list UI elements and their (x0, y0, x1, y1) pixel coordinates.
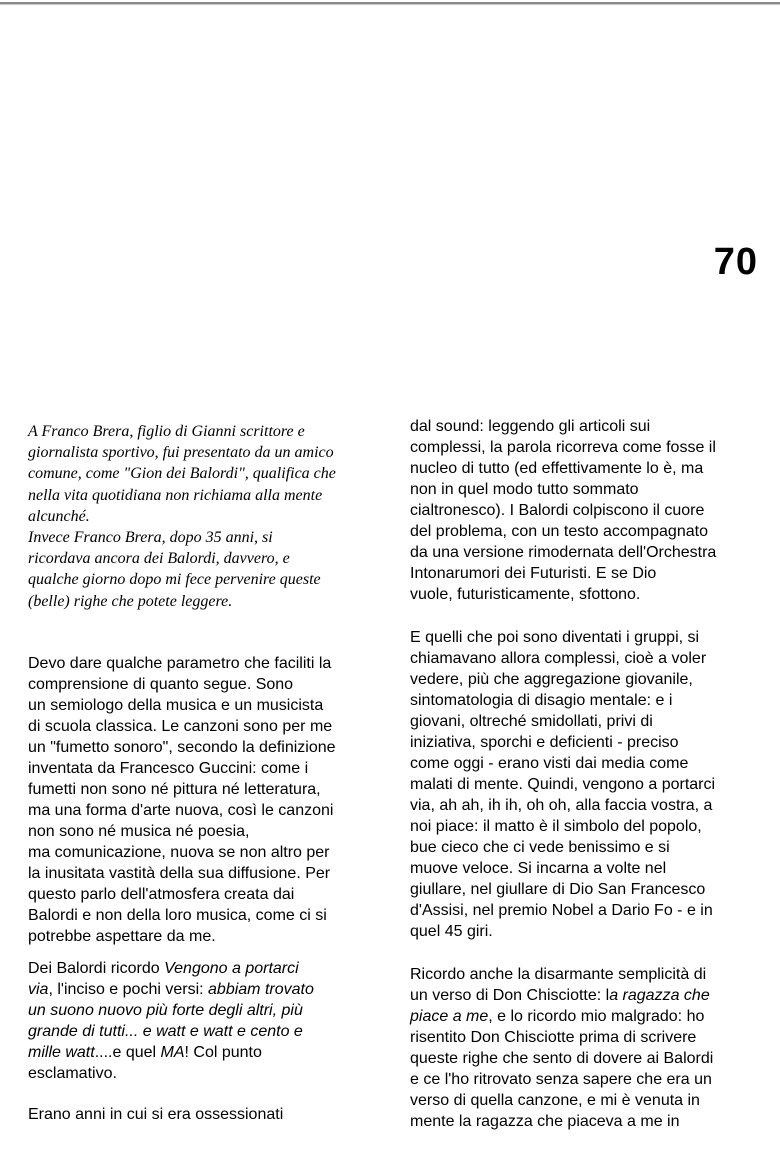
text-line: iniziativa, sporchi e deficienti - preciso (410, 734, 679, 751)
text-line: queste righe che sento di dovere ai Balordi (410, 1050, 714, 1067)
lyrics-italic: piace a me (410, 1008, 489, 1025)
text-line: bue cieco che ci vede benissimo e si (410, 839, 670, 856)
left-paragraph-2 (28, 958, 398, 1084)
page-number: 70 (713, 241, 758, 283)
text-line: di scuola classica. Le canzoni sono per me (28, 718, 333, 735)
text-line: ma comunicazione, nuova se non altro per (28, 844, 330, 861)
text-line: Balordi e non della loro musica, come ci si (28, 907, 327, 924)
text-line: vuole, futuristicamente, sfottono. (410, 586, 641, 603)
text-line: dal sound: leggendo gli articoli sui (410, 418, 651, 435)
text-run: ....e quel (94, 1044, 161, 1061)
text-line: ma una forma d'arte nuova, così le canzoni (28, 802, 334, 819)
text-line: sintomatologia di disagio mentale: e i (410, 692, 673, 709)
intro-line: comune, come "Gion dei Balordi", qualifica che (28, 465, 336, 483)
text-line: come oggi - erano visti dai media come (410, 755, 689, 772)
text-line: complessi, la parola ricorreva come fosse il (410, 439, 716, 456)
text-line: Devo dare qualche parametro che faciliti la (28, 655, 332, 672)
text-line: giovani, oltreché smidollati, privi di (410, 713, 653, 730)
top-border-rule (0, 2, 780, 5)
text-line: comprensione di quanto segue. Sono (28, 676, 294, 693)
right-paragraph-3 (410, 964, 780, 1132)
text-line: risentito Don Chisciotte prima di scrivere (410, 1029, 697, 1046)
intro-line: ricordava ancora dei Balordi, davvero, e (28, 550, 290, 568)
right-paragraph-2 (410, 627, 780, 942)
text-line (28, 1000, 398, 1021)
text-line: un semiologo della musica e un musicista (28, 697, 324, 714)
text-line: esclamativo. (28, 1065, 117, 1082)
lyrics-italic: abbiam trovato (208, 981, 314, 998)
text-line (28, 958, 398, 979)
intro-line: giornalista sportivo, fui presentato da un amico (28, 444, 334, 462)
text-line: Erano anni in cui si era ossessionati (28, 1106, 284, 1123)
text-line: e ce l'ho ritrovato senza sapere che era un (410, 1071, 712, 1088)
text-line: nucleo di tutto (ed effettivamente lo è, ma (410, 460, 704, 477)
lyrics-italic: a ragazza che (609, 987, 710, 1004)
text-line: non in quel modo tutto sommato (410, 481, 639, 498)
text-line: del problema, con un testo accompagnato (410, 523, 708, 540)
text-line (28, 1042, 398, 1063)
text-line: noi piace: il matto è il simbolo del popolo, (410, 818, 702, 835)
left-paragraph-1 (28, 653, 398, 947)
text-line: da una versione rimodernata dell'Orchestra (410, 544, 717, 561)
text-line: inventata da Francesco Guccini: come i (28, 760, 309, 777)
text-line: muove veloce. Si incarna a volte nel (410, 860, 667, 877)
lyrics-italic: mille watt (28, 1044, 95, 1061)
text-line: non sono né musica né poesia, (28, 823, 250, 840)
right-paragraph-1 (410, 416, 780, 605)
text-run: un verso di Don Chisciotte: l (410, 987, 610, 1004)
text-line: vedere, più che aggregazione giovanile, (410, 671, 693, 688)
text-line: verso di quella canzone, e mi è venuta in (410, 1092, 700, 1109)
text-run: ! Col punto (184, 1044, 262, 1061)
intro-line: (belle) righe che potete leggere. (28, 592, 233, 610)
lyrics-italic: grande di tutti... e watt e watt e cento e (28, 1023, 303, 1040)
text-line: Ricordo anche la disarmante semplicità di (410, 966, 707, 983)
text-line: Intonarumori dei Futuristi. E se Dio (410, 565, 657, 582)
text-run: , l'inciso e pochi versi: (48, 981, 209, 998)
text-line: d'Assisi, nel premio Nobel a Dario Fo - e in (410, 902, 713, 919)
text-line: un "fumetto sonoro", secondo la definizione (28, 739, 336, 756)
lyrics-italic: MA (160, 1044, 185, 1061)
text-run: , e lo ricordo mio malgrado: ho (488, 1008, 705, 1025)
text-line: giullare, nel giullare di Dio San Francesco (410, 881, 706, 898)
text-line: fumetti non sono né pittura né letteratura, (28, 781, 321, 798)
text-line (28, 1021, 398, 1042)
text-line: potrebbe aspettare da me. (28, 928, 216, 945)
intro-italic-note (28, 421, 388, 612)
text-line: E quelli che poi sono diventati i gruppi, si (410, 629, 700, 646)
left-paragraph-3 (28, 1104, 398, 1125)
text-line (28, 979, 398, 1000)
text-line: quel 45 giri. (410, 923, 493, 940)
lyrics-italic: un suono nuovo più forte degli altri, più (28, 1002, 303, 1019)
text-line (410, 985, 780, 1006)
intro-line: alcunché. (28, 507, 90, 525)
intro-line: Invece Franco Brera, dopo 35 anni, si (28, 529, 273, 547)
intro-line: qualche giorno dopo mi fece pervenire queste (28, 571, 321, 589)
intro-line: nella vita quotidiana non richiama alla mente (28, 486, 323, 504)
text-line: cialtronesco). I Balordi colpiscono il cuore (410, 502, 705, 519)
intro-line: A Franco Brera, figlio di Gianni scrittore e (28, 423, 305, 440)
text-line: chiamavano allora complessi, cioè a voler (410, 650, 707, 667)
text-line: mente la ragazza che piaceva a me in (410, 1113, 680, 1130)
text-line: malati di mente. Quindi, vengono a portarci (410, 776, 716, 793)
text-run: Dei Balordi ricordo (28, 960, 165, 977)
song-title-italic: Vengono a portarci (164, 960, 299, 977)
text-line (410, 1006, 780, 1027)
song-title-italic: via (28, 981, 49, 998)
text-line: via, ah ah, ih ih, oh oh, alla faccia vostra, a (410, 797, 713, 814)
text-line: la inusitata vastità della sua diffusione. Per (28, 865, 331, 882)
text-line: questo parlo dell'atmosfera creata dai (28, 886, 295, 903)
